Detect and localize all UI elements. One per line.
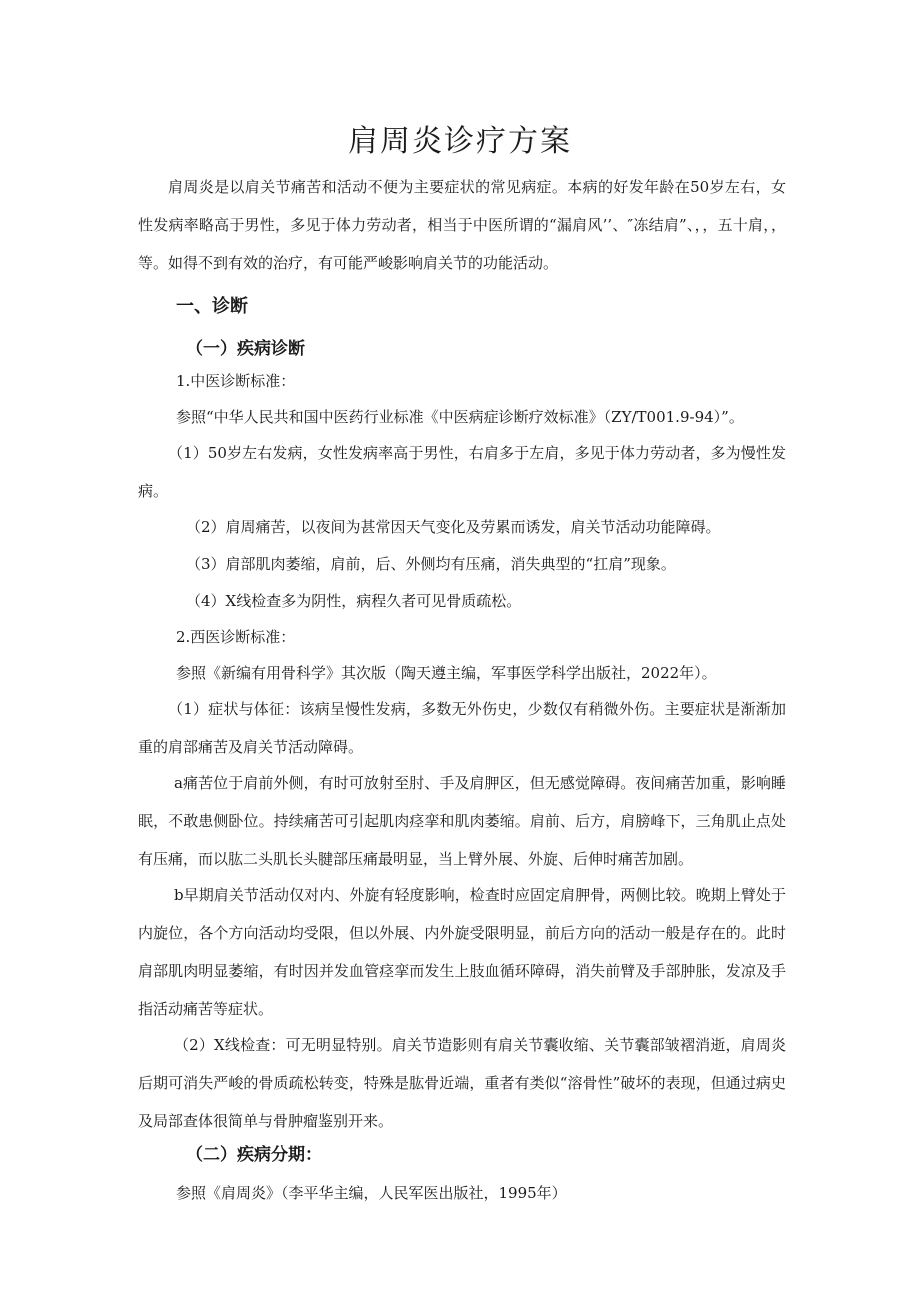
western-symptom-b-paragraph: b早期肩关节活动仅对内、外旋有轻度影响，检查时应固定肩胛骨，两侧比较。晚期上臂处于内旋位，各个方向活动均受限，但以外展、内外旋受限明显，前后方向的活动一般是存在的。此时肩部肌肉明显萎缩，有时因并发血管痉挛而发生上肢血循环障碍，消失前臂及手部肿胀，发凉及手指活动痛苦等症状。 — [138, 886, 786, 1018]
document-title: 肩周炎诊疗方案 — [348, 124, 572, 159]
western-symptom-a-paragraph: a痛苦位于肩前外侧，有时可放射至肘、手及肩胛区，但无感觉障碍。夜间痛苦加重，影响睡眠，不敢患侧卧位。持续痛苦可引起肌肉痉挛和肌肉萎缩。肩前、后方，肩膀峰下，三角肌止点处有压痛，而以肱二头肌长头腱部压痛最明显，当上臂外展、外旋、后伸时痛苦加剧。 — [138, 774, 786, 868]
intro-paragraph: 肩周炎是以肩关节痛苦和活动不便为主要症状的常见病症。本病的好发年龄在50岁左右，女性发病率略高于男性，多见于体力劳动者，相当于中医所谓的“漏肩风’’、″冻结肩”、，，五十肩，，等。如得不到有效的治疗，有可能严峻影响肩关节的功能活动。 — [138, 178, 786, 272]
tcm-item-4: （4）X线检查多为阴性，病程久者可见骨质疏松。 — [186, 592, 522, 610]
subsection-disease-staging-heading: （二）疾病分期： — [186, 1145, 322, 1165]
tcm-criteria-reference: 参照“中华人民共和国中医药行业标准《中医病症诊断疗效标准》（ZY/T001.9-94）”。 — [176, 408, 744, 426]
western-criteria-label: 2.西医诊断标准： — [176, 628, 296, 646]
section-diagnosis-heading: 一、诊断 — [176, 296, 248, 317]
tcm-item-3: （3）肩部肌肉萎缩，肩前，后、外侧均有压痛，消失典型的“扛肩”现象。 — [186, 555, 676, 573]
tcm-item-1: （1）50岁左右发病，女性发病率高于男性，右肩多于左肩，多见于体力劳动者，多为慢性发病。 — [138, 444, 786, 500]
tcm-item-2: （2）肩周痛苦，以夜间为甚常因天气变化及劳累而诱发，肩关节活动功能障碍。 — [186, 518, 721, 536]
subsection-disease-diagnosis-heading: （一）疾病诊断 — [186, 339, 305, 359]
western-criteria-reference: 参照《新编有用骨科学》其次版（陶天遵主编，军事医学科学出版社，2022年）。 — [176, 664, 717, 682]
tcm-criteria-label: 1.中医诊断标准： — [176, 372, 296, 390]
staging-reference: 参照《肩周炎》（李平华主编，人民军医出版社，1995年） — [176, 1184, 567, 1202]
western-xray-paragraph: （2）X线检查：可无明显特别。肩关节造影则有肩关节囊收缩、关节囊部皱褶消逝，肩周炎后期可消失严峻的骨质疏松转变，特殊是肱骨近端，重者有类似“溶骨性”破坏的表现，但通过病史及局部查体很简单与骨肿瘤鉴别开来。 — [138, 1036, 786, 1130]
western-symptoms-paragraph: （1）症状与体征：该病呈慢性发病，多数无外伤史，少数仅有稍微外伤。主要症状是渐渐加重的肩部痛苦及肩关节活动障碍。 — [138, 700, 786, 756]
